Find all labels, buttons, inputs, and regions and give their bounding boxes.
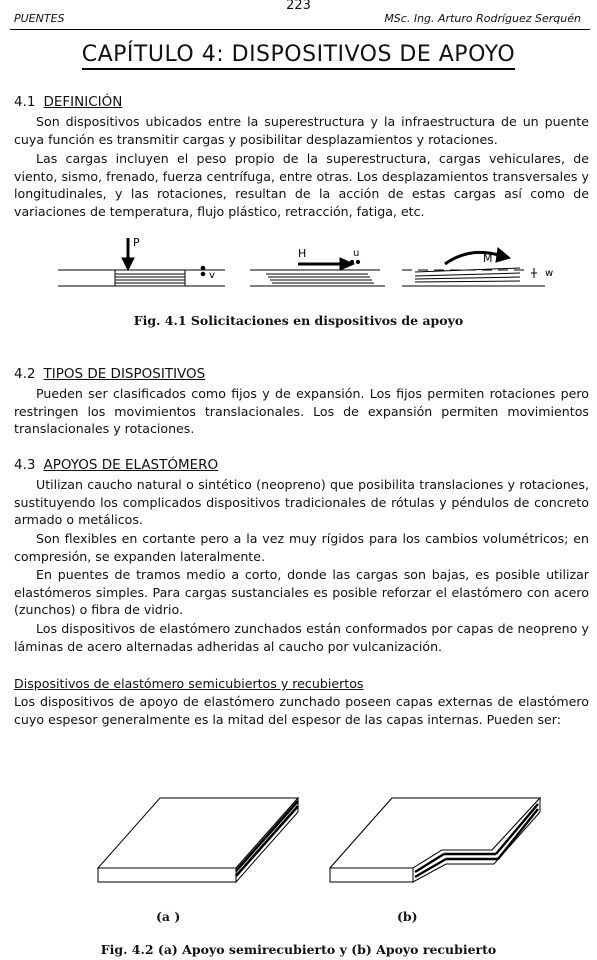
figure-4-2-diagram	[70, 790, 560, 900]
section-title: APOYOS DE ELASTÓMERO	[43, 457, 219, 473]
running-header-left: PUENTES	[14, 12, 65, 25]
figure-label-a: (a )	[156, 909, 181, 924]
paragraph: Pueden ser clasificados como fijos y de expansión. Los fijos permiten rotaciones pero restringen los movimientos translacionales. Los de expansión permiten movimientos translacionales y rotaciones.	[14, 386, 589, 437]
figure-4-1-diagram	[40, 232, 580, 302]
figure-caption: Fig. 4.1 Solicitaciones en dispositivos de apoyo	[133, 313, 464, 328]
label-p: P	[133, 236, 140, 249]
section-4-3-heading	[14, 457, 218, 473]
header-rule	[10, 29, 590, 30]
section-4-2-heading	[14, 366, 205, 382]
bearing-horizontal-load	[250, 258, 385, 286]
chapter-title-text: CAPÍTULO 4: DISPOSITIVOS DE APOYO	[82, 42, 516, 70]
bearing-semicovered	[98, 798, 298, 882]
running-header-right: MSc. Ing. Arturo Rodríguez Serquén	[384, 12, 581, 25]
section-title: DEFINICIÓN	[43, 94, 123, 110]
section-number: 4.1	[14, 94, 36, 110]
section-4-1-heading	[14, 94, 122, 110]
label-m: M	[483, 252, 493, 265]
figure-caption: Fig. 4.2 (a) Apoyo semirecubierto y (b) Apoyo recubierto	[100, 942, 497, 957]
paragraph: Utilizan caucho natural o sintético (neopreno) que posibilita translaciones y rotaciones, sustituyendo los complicados dispositivos tradicionales de rótulas y péndulos de concreto armado o metálicos.	[14, 477, 589, 528]
label-w: w	[545, 268, 554, 279]
page-number: 223	[286, 0, 311, 13]
subsection-title: Dispositivos de elastómero semicubiertos y recubiertos	[14, 676, 364, 691]
bearing-vertical-load	[58, 238, 225, 286]
chapter-title	[0, 42, 597, 67]
paragraph: Las cargas incluyen el peso propio de la superestructura, cargas vehiculares, de viento, sismo, frenado, fuerza centrífuga, entre otras. Los desplazamientos transversales y longitudinales, y las rotaciones, resultan de la acción de estas cargas así como de variaciones de temperatura, flujo plástico, retracción, fatiga, etc.	[14, 151, 589, 219]
label-u: u	[353, 248, 360, 259]
paragraph: Los dispositivos de elastómero zunchados están conformados por capas de neopreno y láminas de acero alternadas adheridas al caucho por vulcanización.	[14, 621, 589, 654]
paragraph: En puentes de tramos medio a corto, donde las cargas son bajas, es posible utilizar elastómeros simples. Para cargas sustanciales es posible reforzar el elastómero con acero (zunchos) o fibra de vidrio.	[14, 567, 589, 618]
section-title: TIPOS DE DISPOSITIVOS	[43, 366, 206, 382]
bearing-covered	[330, 798, 540, 882]
section-number: 4.3	[14, 457, 36, 473]
paragraph: Los dispositivos de apoyo de elastómero zunchado poseen capas externas de elastómero cuyo espesor generalmente es la mitad del espesor de las capas internas. Pueden ser:	[14, 694, 589, 727]
label-h: H	[298, 247, 307, 260]
label-v: v	[209, 270, 215, 281]
figure-label-b: (b)	[397, 909, 418, 924]
paragraph: Son dispositivos ubicados entre la superestructura y la infraestructura de un puente cuya función es transmitir cargas y posibilitar desplazamientos y rotaciones.	[14, 114, 589, 147]
section-number: 4.2	[14, 366, 36, 382]
paragraph: Son flexibles en cortante pero a la vez muy rígidos para los cambios volumétricos; en compresión, se expanden lateralmente.	[14, 531, 589, 564]
bearing-moment	[402, 248, 545, 286]
